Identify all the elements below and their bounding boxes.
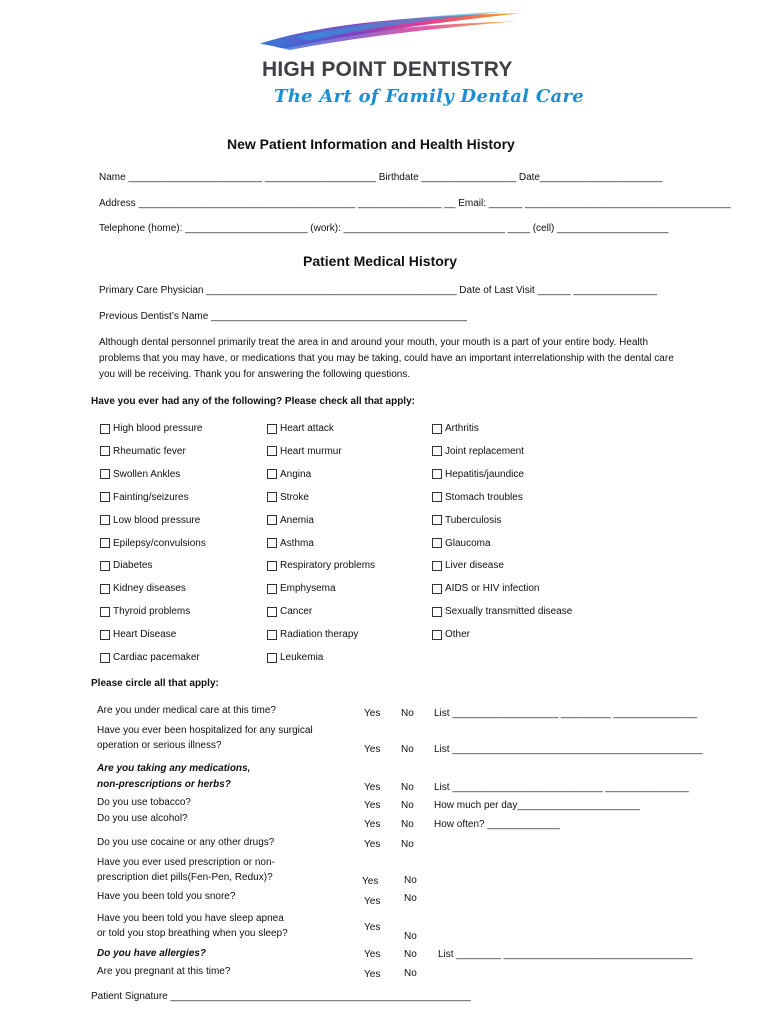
condition-label: Rheumatic fever — [113, 445, 186, 457]
condition-checkbox-item[interactable] — [267, 652, 323, 663]
condition-checkbox-item[interactable] — [267, 629, 358, 640]
no-option[interactable]: No — [401, 819, 414, 830]
question-hospitalized: Have you ever been hospitalized for any surgical — [97, 725, 313, 736]
brand-logo-brushstroke — [255, 10, 525, 58]
checkbox[interactable] — [100, 424, 110, 434]
question-medical-care: Are you under medical care at this time? — [97, 705, 276, 716]
condition-checkbox-item[interactable] — [432, 606, 572, 617]
condition-checkbox-item[interactable] — [432, 560, 504, 571]
condition-checkbox-item[interactable] — [267, 515, 314, 526]
circle-heading: Please circle all that apply: — [91, 678, 219, 689]
condition-checkbox-item[interactable] — [267, 423, 334, 434]
condition-label: Other — [445, 629, 471, 641]
condition-checkbox-item[interactable] — [432, 515, 501, 526]
condition-label: Anemia — [280, 514, 314, 526]
condition-label: Sexually transmitted disease — [445, 606, 573, 618]
intro-paragraph: Although dental personnel primarily treat the area in and around your mouth, your mouth is a part of your entire body. Health problems that you may have, or medications that you may be taking, could have an important interrelationship with the dental care you will be receiving. Thank you for answering the following questions. — [99, 337, 674, 380]
condition-checkbox-item[interactable] — [100, 446, 186, 457]
condition-checkbox-item[interactable] — [267, 606, 312, 617]
condition-checkbox-item[interactable] — [100, 560, 152, 571]
yes-option[interactable]: Yes — [364, 708, 381, 719]
question-pregnant: Are you pregnant at this time? — [97, 966, 231, 977]
no-option[interactable]: No — [401, 800, 414, 811]
yes-option[interactable]: Yes — [364, 896, 381, 907]
condition-label: Emphysema — [280, 583, 336, 595]
question-snore: Have you been told you snore? — [97, 891, 236, 902]
condition-checkbox-item[interactable] — [432, 583, 539, 594]
yes-option[interactable]: Yes — [364, 839, 381, 850]
checkbox[interactable] — [267, 446, 277, 456]
name-birthdate-date-line[interactable]: Name ________________________ ____________________ Birthdate _________________ Date______________________ — [99, 172, 663, 183]
checkbox[interactable] — [432, 630, 442, 640]
no-option[interactable]: No — [401, 744, 414, 755]
no-option[interactable]: No — [401, 782, 414, 793]
allergies-list-field[interactable]: List ________ __________________________________ — [438, 949, 693, 960]
yes-option[interactable]: Yes — [362, 876, 379, 887]
previous-dentist-line[interactable]: Previous Dentist’s Name ______________________________________________ — [99, 311, 467, 322]
alcohol-frequency-field[interactable]: How often? _____________ — [434, 819, 560, 830]
condition-checkbox-item[interactable] — [267, 446, 342, 457]
address-email-line[interactable]: Address _______________________________________ _______________ __ Email: ______ _____________________________________ — [99, 198, 731, 209]
checkbox[interactable] — [432, 538, 442, 548]
brand-tagline: The Art of Family Dental Care — [274, 86, 585, 107]
question-allergies: Do you have allergies? — [97, 948, 206, 959]
checkbox[interactable] — [267, 515, 277, 525]
checkbox[interactable] — [267, 561, 277, 571]
condition-label: Tuberculosis — [445, 514, 502, 526]
yes-option[interactable]: Yes — [364, 819, 381, 830]
condition-checkbox-item[interactable] — [267, 560, 375, 571]
condition-checkbox-item[interactable] — [432, 629, 470, 640]
checkbox[interactable] — [267, 630, 277, 640]
yes-option[interactable]: Yes — [364, 800, 381, 811]
medical-history-title: Patient Medical History — [303, 253, 458, 269]
condition-checkbox-item[interactable] — [100, 492, 189, 503]
checkbox[interactable] — [100, 492, 110, 502]
tobacco-amount-field[interactable]: How much per day______________________ — [434, 800, 640, 811]
question-drugs: Do you use cocaine or any other drugs? — [97, 837, 275, 848]
checkbox[interactable] — [100, 630, 110, 640]
condition-checkbox-item[interactable] — [432, 469, 524, 480]
condition-checkbox-item[interactable] — [100, 583, 186, 594]
checkbox[interactable] — [100, 653, 110, 663]
condition-label: Fainting/seizures — [113, 491, 189, 503]
condition-checkbox-item[interactable] — [432, 423, 479, 434]
patient-signature-line[interactable]: Patient Signature ______________________________________________________ — [91, 991, 471, 1002]
condition-checkbox-item[interactable] — [100, 538, 206, 549]
condition-label: Radiation therapy — [280, 629, 359, 641]
condition-label: Epilepsy/convulsions — [113, 537, 206, 549]
checkbox[interactable] — [100, 515, 110, 525]
checklist-heading: Have you ever had any of the following? Please check all that apply: — [91, 396, 415, 407]
list-field[interactable]: List ___________________ _________ _______________ — [434, 708, 698, 719]
question-diet-pills: Have you ever used prescription or non- — [97, 857, 275, 868]
checkbox[interactable] — [267, 538, 277, 548]
condition-checkbox-item[interactable] — [100, 515, 200, 526]
question-alcohol: Do you use alcohol? — [97, 813, 188, 824]
condition-label: Swollen Ankles — [113, 468, 181, 480]
checkbox[interactable] — [267, 469, 277, 479]
checkbox[interactable] — [267, 424, 277, 434]
checkbox[interactable] — [432, 469, 442, 479]
physician-line[interactable]: Primary Care Physician _____________________________________________ Date of Last Visit ______ _______________ — [99, 285, 658, 296]
question-medications: Are you taking any medications, — [97, 763, 251, 774]
condition-label: Hepatitis/jaundice — [445, 468, 524, 480]
checkbox[interactable] — [267, 653, 277, 663]
no-option[interactable]: No — [401, 708, 414, 719]
yes-option[interactable]: Yes — [364, 782, 381, 793]
checkbox[interactable] — [100, 446, 110, 456]
checkbox[interactable] — [267, 584, 277, 594]
condition-label: Thyroid problems — [113, 606, 191, 618]
yes-option[interactable]: Yes — [364, 969, 381, 980]
condition-label: Diabetes — [113, 560, 153, 572]
condition-label: Cancer — [280, 606, 313, 618]
condition-checkbox-item[interactable] — [267, 492, 309, 503]
condition-label: High blood pressure — [113, 423, 203, 434]
checkbox[interactable] — [432, 584, 442, 594]
no-option[interactable]: No — [404, 949, 417, 960]
form-title: New Patient Information and Health History — [227, 136, 515, 152]
condition-checkbox-item[interactable] — [100, 469, 180, 480]
condition-checkbox-item[interactable] — [267, 469, 311, 480]
checkbox[interactable] — [267, 607, 277, 617]
checkbox[interactable] — [432, 424, 442, 434]
no-option[interactable]: No — [404, 875, 417, 886]
no-option[interactable]: No — [404, 931, 417, 942]
condition-label: Heart murmur — [280, 445, 342, 457]
list-field[interactable]: List _____________________________________________ — [434, 744, 703, 755]
brand-name: HIGH POINT DENTISTRY — [262, 58, 513, 81]
condition-checkbox-item[interactable] — [267, 538, 314, 549]
condition-checkbox-item[interactable] — [100, 629, 176, 640]
condition-checkbox-item[interactable] — [432, 492, 523, 503]
checkbox[interactable] — [432, 607, 442, 617]
condition-label: Leukemia — [280, 652, 324, 663]
checkbox[interactable] — [432, 492, 442, 502]
condition-label: Respiratory problems — [280, 560, 376, 572]
question-hospitalized-cont: operation or serious illness? — [97, 740, 222, 751]
condition-label: Liver disease — [445, 560, 504, 572]
condition-label: Kidney diseases — [113, 583, 186, 595]
condition-label: Joint replacement — [445, 445, 524, 457]
checkbox[interactable] — [100, 561, 110, 571]
condition-label: Glaucoma — [445, 537, 491, 549]
question-diet-pills-cont: prescription diet pills(Fen-Pen, Redux)? — [97, 872, 273, 883]
condition-label: Low blood pressure — [113, 514, 201, 526]
no-option[interactable]: No — [404, 893, 417, 904]
checkbox[interactable] — [100, 469, 110, 479]
condition-label: AIDS or HIV infection — [445, 583, 540, 595]
yes-option[interactable]: Yes — [364, 744, 381, 755]
condition-checkbox-item[interactable] — [100, 606, 190, 617]
condition-label: Angina — [280, 468, 312, 480]
condition-label: Heart Disease — [113, 629, 177, 641]
yes-option[interactable]: Yes — [364, 949, 381, 960]
condition-checkbox-item[interactable] — [267, 583, 336, 594]
checkbox[interactable] — [100, 584, 110, 594]
question-sleep-apnea-cont: or told you stop breathing when you sleep? — [97, 928, 288, 939]
list-field[interactable]: List ___________________________ _______________ — [434, 782, 689, 793]
yes-option[interactable]: Yes — [364, 922, 381, 933]
checkbox[interactable] — [267, 492, 277, 502]
checkbox[interactable] — [432, 561, 442, 571]
condition-label: Cardiac pacemaker — [113, 652, 200, 663]
checkbox[interactable] — [100, 607, 110, 617]
checkbox[interactable] — [432, 446, 442, 456]
question-medications-cont: non-prescriptions or herbs? — [97, 779, 231, 790]
condition-checkbox-item[interactable] — [432, 538, 491, 549]
condition-label: Asthma — [280, 537, 314, 549]
condition-checkbox-item[interactable] — [432, 446, 524, 457]
telephone-line[interactable]: Telephone (home): ______________________ (work): _____________________________ ____ (cell) ____________________ — [99, 223, 669, 234]
question-tobacco: Do you use tobacco? — [97, 797, 191, 808]
checkbox[interactable] — [432, 515, 442, 525]
condition-label: Heart attack — [280, 423, 334, 434]
checkbox[interactable] — [100, 538, 110, 548]
condition-label: Arthritis — [445, 423, 479, 434]
condition-checkbox-item[interactable] — [100, 423, 203, 434]
no-option[interactable]: No — [401, 839, 414, 850]
condition-label: Stroke — [280, 491, 309, 503]
condition-label: Stomach troubles — [445, 491, 523, 503]
question-sleep-apnea: Have you been told you have sleep apnea — [97, 913, 284, 924]
condition-checkbox-item[interactable] — [100, 652, 200, 663]
no-option[interactable]: No — [404, 968, 417, 979]
